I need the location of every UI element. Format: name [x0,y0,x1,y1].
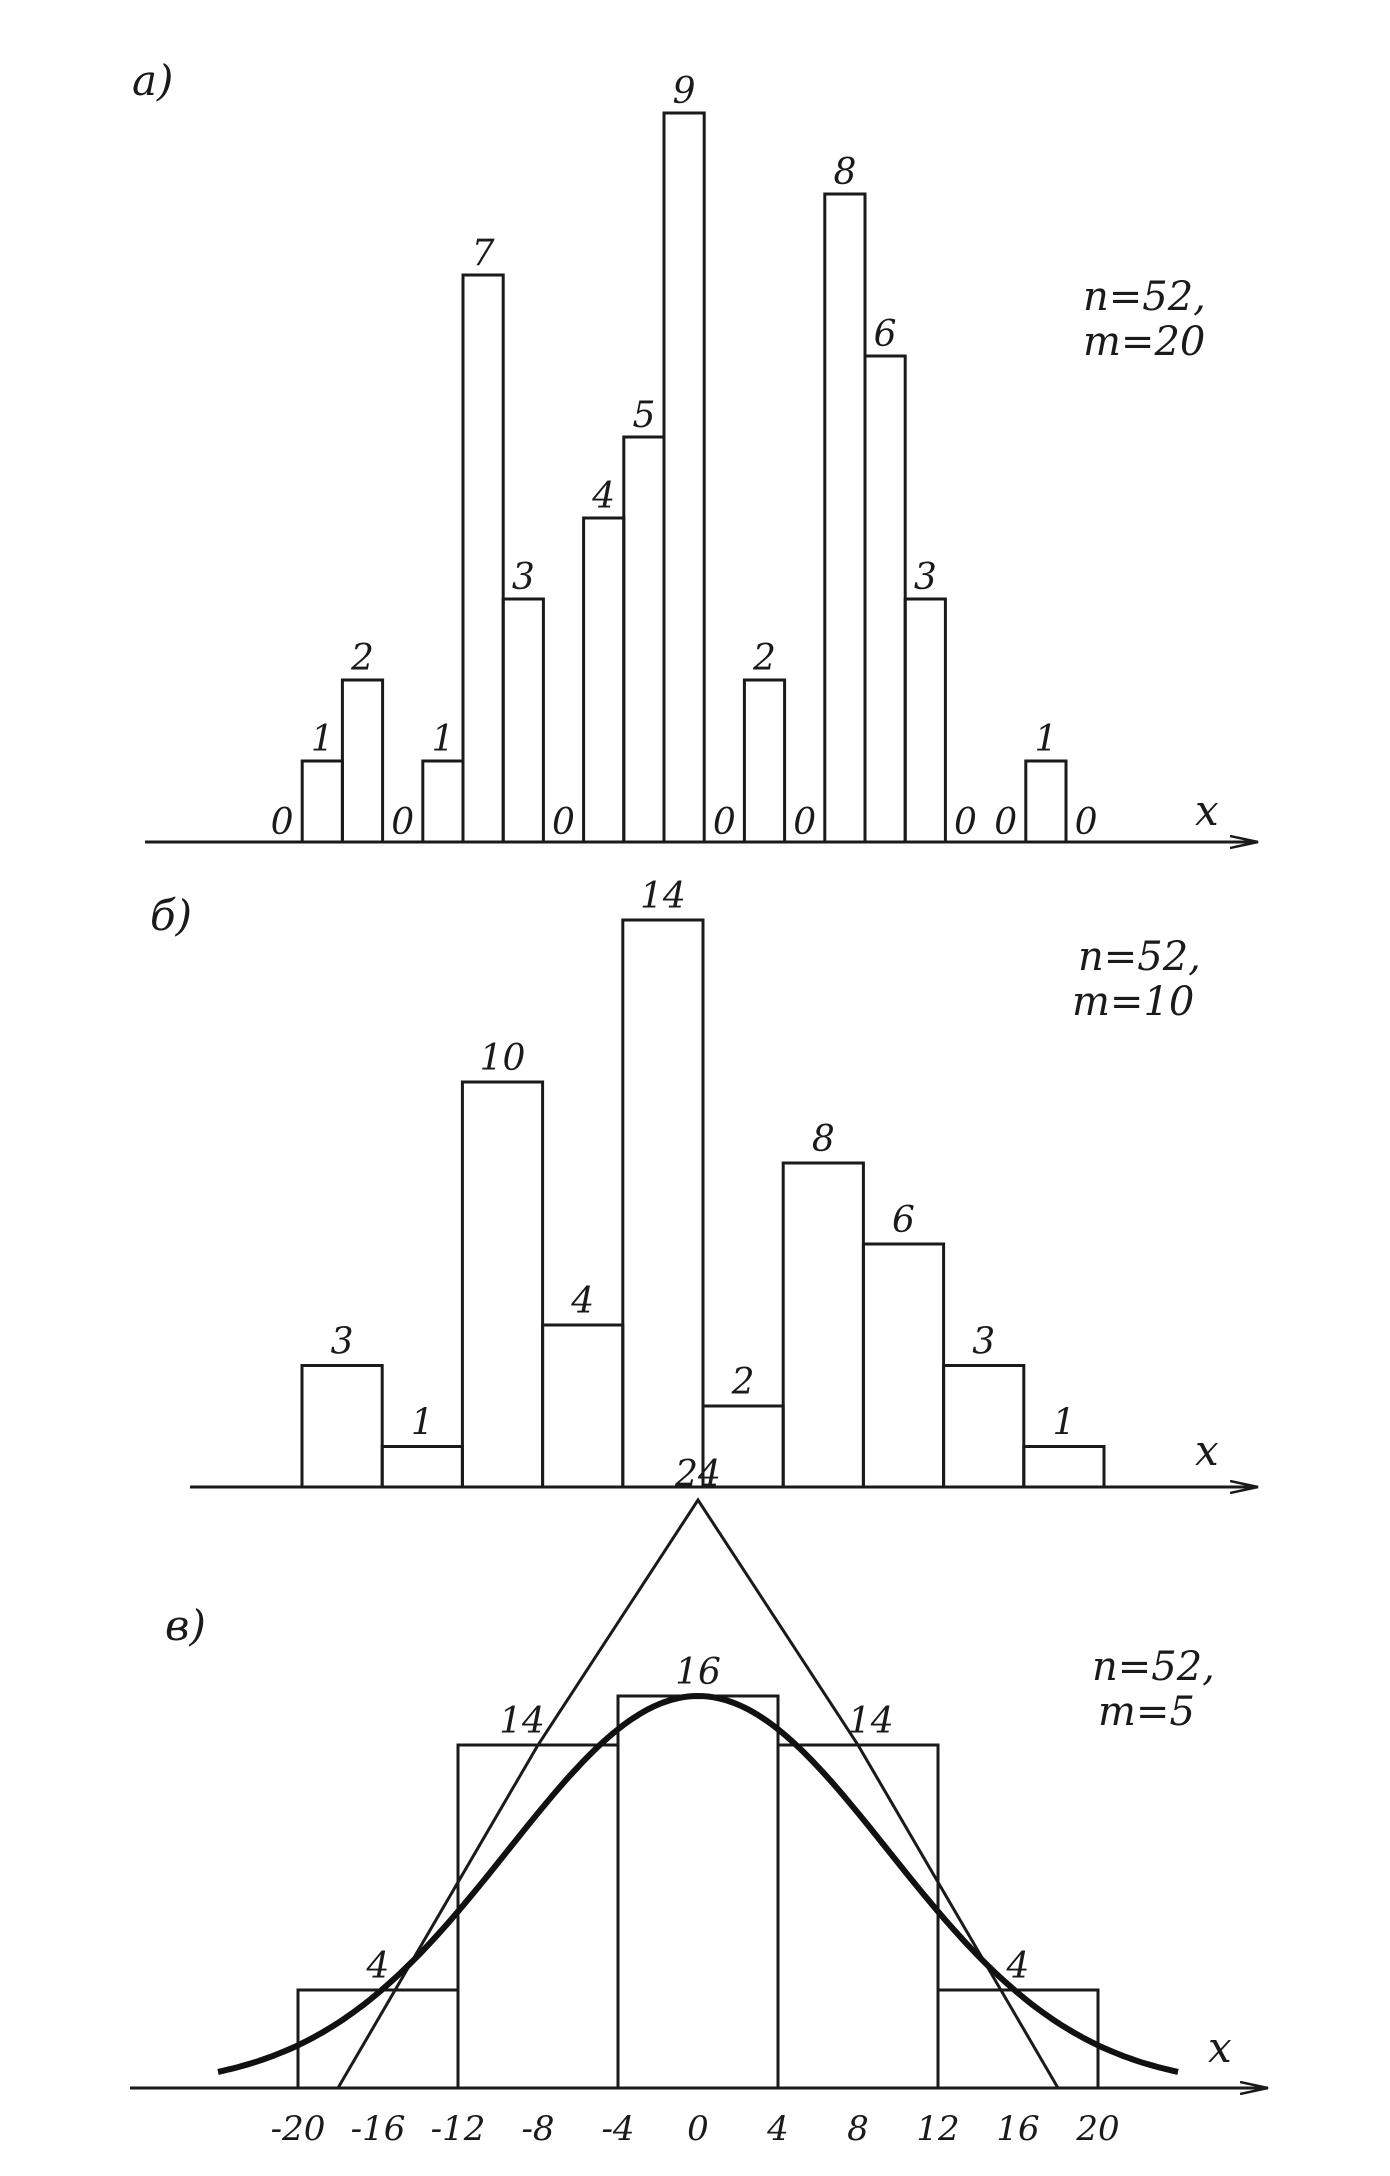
panel-b-bar [302,1366,382,1488]
panel-c-bar [938,1990,1098,2088]
panel-a-value-label: 3 [913,557,937,598]
panel-a-value-label: 7 [471,233,495,274]
panel-c-bar [778,1745,938,2088]
panel-c-bar [618,1696,778,2088]
panel-b-x-axis-label: x [1195,1426,1219,1475]
panel-c-bar [458,1745,618,2088]
panel-a-value-label: 0 [552,802,575,843]
panel-b-value-label: 1 [410,1402,434,1444]
panel-a-value-label: 1 [431,719,455,760]
panel-c-value-label: 14 [847,1701,894,1742]
panel-c-x-axis-label: x [1208,2023,1232,2072]
panel-c-x-tick-label: -8 [521,2109,555,2149]
panel-a-bar [423,761,463,842]
panel-b-value-label: 6 [892,1200,915,1241]
panel-a-value-label: 1 [1034,719,1058,760]
panel-a-bar [865,356,905,842]
panel-a-value-label: 0 [391,802,415,843]
panel-c-x-tick-label: 8 [847,2109,869,2149]
panel-a-value-label: 0 [712,802,736,843]
panel-b-value-label: 2 [731,1362,755,1403]
panel-c-label: в) [165,1601,206,1650]
panel-a [132,56,1258,843]
panel-a-value-label: 2 [351,638,374,679]
panel-a-bar [624,437,664,842]
panel-c-annotation-n: n=52, [1092,1644,1215,1690]
panel-a-value-label: 0 [1074,802,1098,843]
panel-b-value-label: 3 [330,1321,354,1363]
panel-c-x-tick-label: 20 [1076,2109,1120,2149]
panel-b-bar [863,1244,943,1487]
panel-b-value-label: 8 [811,1119,835,1160]
panel-a-bar [342,680,382,842]
panel-c-x-tick-label: -12 [430,2109,486,2149]
panel-c-bar [298,1990,458,2088]
panel-a-annotation-n: n=52, [1083,274,1206,320]
panel-c-x-tick-label: -20 [270,2109,326,2149]
panel-b-value-label: 4 [571,1281,595,1322]
panel-c-bars [218,1454,1178,2088]
panel-a-bar [664,113,704,842]
panel-b-value-label: 1 [1052,1402,1076,1444]
panel-a-bar [825,194,865,842]
panel-b-bar [783,1163,863,1487]
panel-b-bar [944,1366,1024,1488]
panel-a-value-label: 9 [672,71,696,112]
panel-b-bar [382,1447,462,1488]
panel-c-value-label: 16 [675,1652,721,1693]
panel-a-value-label: 0 [994,802,1018,843]
panel-a-value-label: 4 [592,476,616,517]
panel-a-bar [503,599,543,842]
panel-a-bar [463,275,503,842]
panel-a-x-axis-label: x [1195,786,1219,835]
panel-c-value-label: 4 [366,1946,390,1987]
panel-a-value-label: 0 [793,802,817,843]
panel-a-label: а) [132,56,174,105]
panel-c-frequency-polygon [338,1500,1058,2088]
panel-b-bar [462,1082,542,1487]
panel-c-x-tick-label: 16 [996,2109,1040,2149]
panel-a-value-label: 1 [310,719,334,760]
panel-a-value-label: 2 [753,638,776,679]
panel-b [150,876,1258,1487]
panel-b-annotation-n: n=52, [1078,934,1201,980]
panel-a-value-label: 0 [270,802,294,843]
panel-c-value-label: 4 [1006,1946,1030,1987]
panel-a-annotation-m: m=20 [1083,319,1206,365]
panel-c-normal-curve [218,1696,1178,2072]
panel-b-bar [623,920,703,1487]
panel-a-bar [584,518,624,842]
panel-a-value-label: 8 [833,152,857,193]
panel-a-bar [905,599,945,842]
panel-c-value-label: 14 [499,1701,545,1742]
panel-a-bar [302,761,342,842]
panel-a-value-label: 0 [954,802,977,843]
panel-b-label: б) [150,891,193,940]
panel-c [130,1454,1268,2149]
panel-a-value-label: 3 [511,557,535,598]
panel-b-value-label: 3 [972,1321,996,1363]
panel-a-bars [271,71,1098,843]
panel-b-bar [1024,1447,1104,1488]
panel-c-x-tick-label: -4 [601,2109,635,2149]
panel-c-x-tick-label: 12 [916,2109,960,2149]
panel-c-x-tick-label: 4 [767,2109,789,2149]
panel-a-value-label: 5 [632,395,656,436]
panel-a-value-label: 6 [873,314,897,355]
panel-c-polygon-peak-label: 24 [675,1454,721,1495]
panel-c-x-ticks [271,2109,1120,2149]
panel-c-annotation-m: m=5 [1098,1689,1195,1735]
panel-a-bar [744,680,784,842]
panel-b-value-label: 14 [639,876,686,917]
panel-b-value-label: 10 [479,1038,526,1079]
panel-b-bar [543,1325,623,1487]
panel-c-x-tick-label: -16 [350,2109,406,2149]
panel-a-bar [1026,761,1066,842]
panel-b-annotation-m: m=10 [1072,979,1195,1025]
panel-b-bars [302,876,1104,1487]
panel-c-x-tick-label: 0 [687,2109,709,2149]
